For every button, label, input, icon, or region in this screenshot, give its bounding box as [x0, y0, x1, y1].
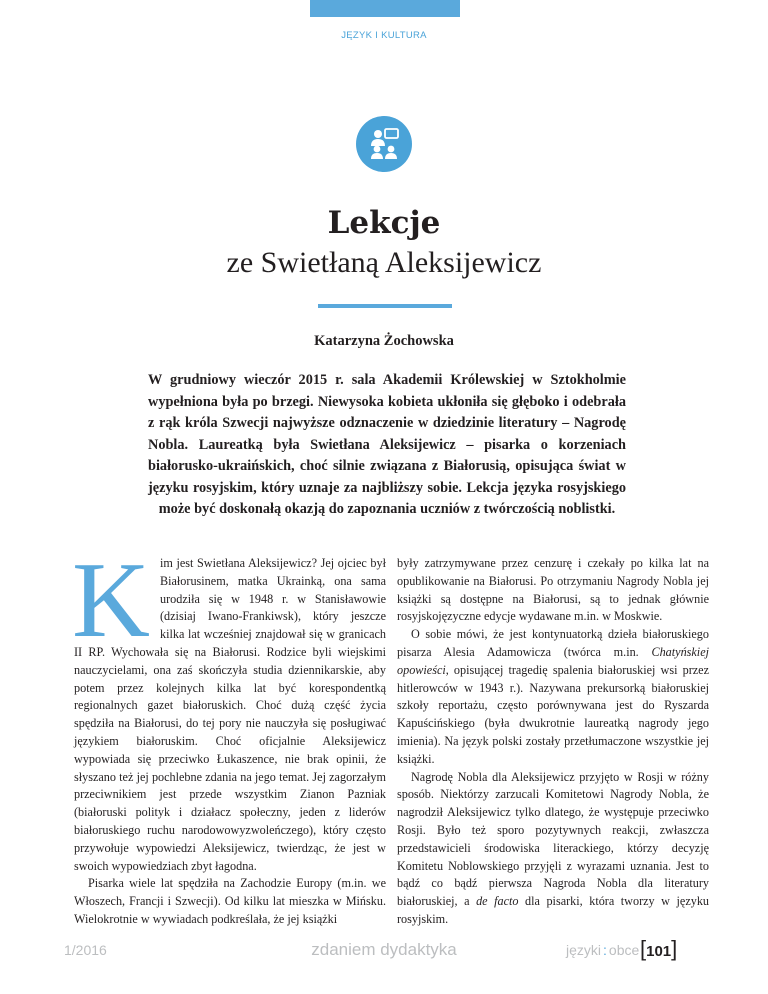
footer-magazine-section: zdaniem dydaktyka — [311, 940, 457, 959]
latin-phrase: de facto — [476, 894, 519, 909]
paragraph — [397, 626, 709, 768]
body-column-right — [397, 555, 709, 929]
teacher-student-icon — [366, 126, 402, 162]
page-number — [640, 936, 677, 962]
page-bracket: ] — [671, 936, 678, 961]
section-badge — [356, 116, 412, 172]
top-accent-bar — [310, 0, 460, 17]
paragraph-text: im jest Swietłana Aleksijewicz? Jej ojciec był Białorusinem, matka Ukrainką, ona sama urodziła się w 1948 r. w Stanisławowie (dzisiaj Iwano-Frankiwsk), który jeszcze kilka lat wcześniej znajdował się w granicach II RP. Wychowała się na Białorusi. Rodzice byli wiejskimi nauczycielami, ona zaś skończyła studia dziennikarskie, aby potem przez kolejnych kilka lat być korespondentką regionalnych gazet białoruskich. Choć dużą część życia spędziła na Białorusi, do tej pory nie nauczyła się posługiwać językiem białoruskim. Choć oficjalnie Aleksijewicz wypowiada się przeciwko Łukaszence, nie brak opinii, że słyszano też jej pochlebne zdania na jego temat. Jej zagorzałym przeciwnikiem jest przede wszystkim Zianon Pazniak (białoruski polityk i działacz społeczny, jeden z liderów białoruskiego ruchu narodowowyzwoleńczego), który często przywołuje wypowiedzi Aleksijewicz, twierdząc, że jest w swoich wypowiedziach zbyt łagodna. — [74, 556, 386, 873]
journal-name-part: języki — [566, 942, 602, 958]
page-number-value: 101 — [646, 943, 672, 960]
section-label: JĘZYK I KULTURA — [341, 30, 427, 41]
journal-name-part: obce — [608, 942, 640, 958]
paragraph-text: O sobie mówi, że jest kontynuatorką dzieła białoruskiego pisarza Alesia Adamowicza (twórca m.in. — [397, 627, 709, 659]
article-author: Katarzyna Żochowska — [314, 333, 454, 349]
journal-separator: : — [603, 942, 607, 958]
paragraph: Pisarka wiele lat spędziła na Zachodzie Europy (m.in. we Włoszech, Francji i Szwecji). Od kilku lat mieszka w Mińsku. Wielokrotnie w wywiadach podkreślała, że jej książki — [74, 876, 386, 926]
book-title: Chatyńskiej opowieści — [397, 644, 709, 677]
article-subtitle: ze Swietłaną Aleksijewicz — [226, 246, 542, 279]
paragraph — [72, 541, 386, 875]
drop-cap: K — [72, 541, 150, 660]
article-lead: W grudniowy wieczór 2015 r. sala Akademii Królewskiej w Sztokholmie wypełniona była po brzegi. Niewysoka kobieta ukłoniła się głęboko i odebrała z rąk króla Szwecji najwyższe odznaczenie w dziedzinie literatury – Nagrodę Nobla. Laureatką była Swietłana Aleksijewicz – pisarka o korzeniach białorusko-ukraińskich, choć silnie związana z Białorusią, opisująca świat w języku rosyjskim, który uznaje za najbliższy sobie. Lekcja języka rosyjskiego może być doskonałą okazją do zapoznania uczniów z twórczością noblistki. — [148, 372, 626, 517]
paragraph-text: dla pisarki, która tworzy w języku rosyjskim. — [397, 894, 710, 926]
footer-journal-name — [566, 942, 639, 958]
body-column-left — [72, 541, 386, 929]
page-bracket: [ — [640, 936, 647, 961]
article-title: Lekcje — [327, 205, 441, 241]
title-divider — [318, 304, 452, 308]
paragraph-text: , opisującej tragedię spalenia białoruskiej wsi przez hitlerowców w 1943 r.). Nazywana prekursorką białoruskiej szkoły reportażu, często porównywana jest do Ryszarda Kapuścińskiego (była dwukrotnie laureatką nagrody jego imienia). Na język polski zostały przetłumaczone wszystkie jej książki. — [397, 662, 709, 766]
paragraph-text: Nagrodę Nobla dla Aleksijewicz przyjęto w Rosji w różny sposób. Niektórzy zarzucali Komitetowi Nagrody Nobla, że nagrodził Aleksijewicz tylko dlatego, że występuje przeciwko Rosji. Było też sporo pozytywnych reakcji, zwłaszcza przedstawicieli środowiska literackiego, którzy decyzję Komitetu Noblowskiego przyjęli z wyrazami uznania. Jest to bądź co bądź pierwsza Nagroda Nobla dla literatury białoruskiej, a — [397, 769, 709, 909]
footer-issue: 1/2016 — [64, 942, 107, 958]
paragraph: były zatrzymywane przez cenzurę i czekały po kilka lat na opublikowanie na Białorusi. Po otrzymaniu Nagrody Nobla jej książki są dostępne na Białorusi, są to jednak głównie rosyjskojęzyczne edycje wydawane m.in. w Moskwie. — [397, 556, 709, 624]
paragraph — [397, 769, 709, 929]
